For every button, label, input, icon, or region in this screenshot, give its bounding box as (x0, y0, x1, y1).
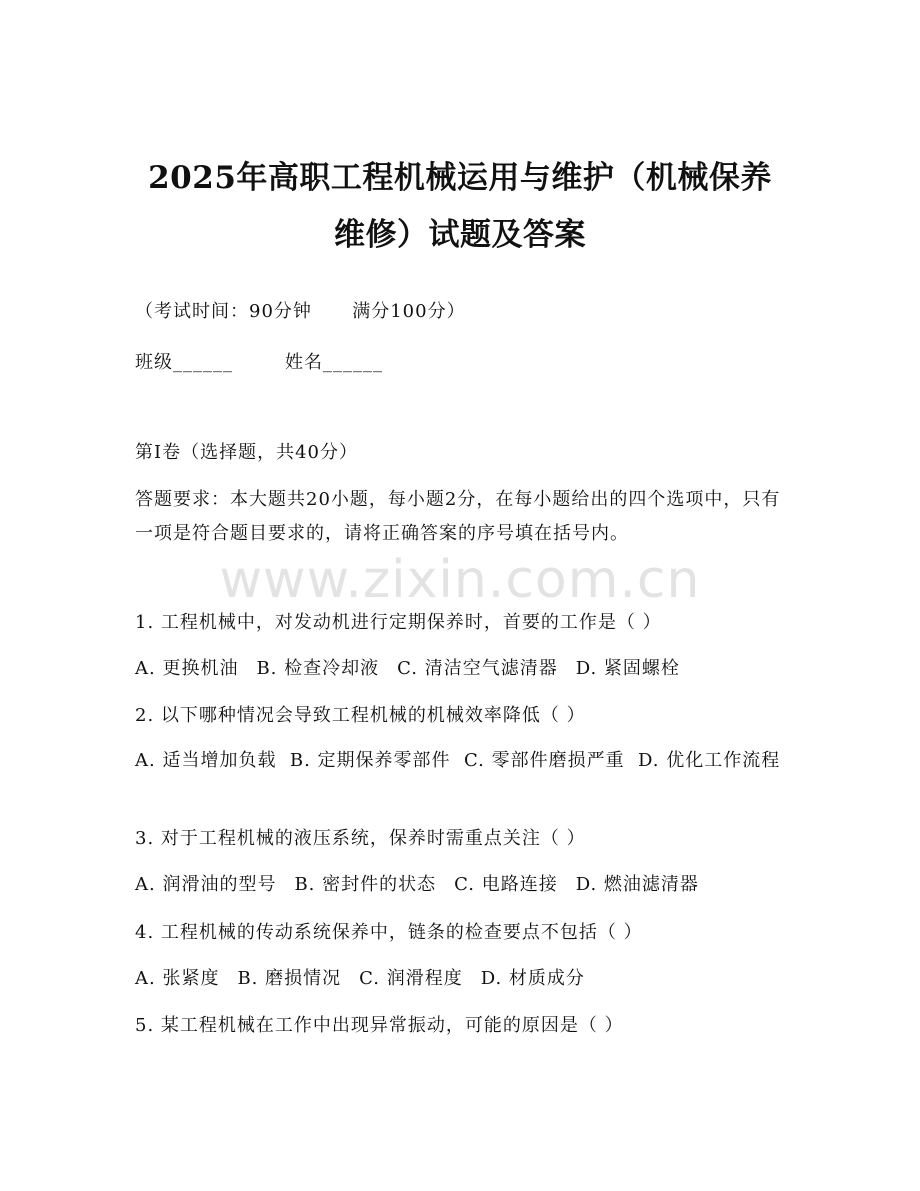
option-b: B. 检查冷却液 (256, 658, 380, 679)
question-stem: 3. 对于工程机械的液压系统，保养时需重点关注（ ） (135, 828, 586, 849)
question-options (135, 868, 785, 902)
watermark-text: www.zixin.com.cn (219, 550, 701, 610)
option-a: A. 张紧度 (135, 968, 220, 989)
document-title (100, 150, 820, 264)
question-3 (135, 822, 785, 902)
question-stem: 1. 工程机械中，对发动机进行定期保养时，首要的工作是（ ） (135, 612, 662, 633)
option-b: B. 磨损情况 (237, 968, 342, 989)
option-c: C. 润滑程度 (359, 968, 463, 989)
option-a: A. 润滑油的型号 (135, 874, 277, 895)
title-line-2: 维修）试题及答案 (334, 217, 586, 253)
question-stem: 5. 某工程机械在工作中出现异常振动，可能的原因是（ ） (135, 1015, 624, 1036)
name-field: 姓名______ (285, 352, 383, 373)
option-c: C. 电路连接 (454, 874, 558, 895)
question-4 (135, 916, 785, 996)
exam-info: （考试时间：90分钟 满分100分） (135, 301, 466, 322)
question-stem: 2. 以下哪种情况会导致工程机械的机械效率降低（ ） (135, 705, 586, 726)
question-1 (135, 606, 785, 686)
option-b: B. 密封件的状态 (294, 874, 437, 895)
option-d: D. 燃油滤清器 (575, 874, 699, 895)
question-options (135, 652, 785, 686)
section-heading: 第I卷（选择题，共40分） (135, 442, 359, 463)
question-stem: 4. 工程机械的传动系统保养中，链条的检查要点不包括（ ） (135, 922, 643, 943)
question-options (135, 962, 785, 996)
option-c: C. 清洁空气滤清器 (397, 658, 558, 679)
class-field: 班级______ (135, 352, 233, 373)
instructions-paragraph: 答题要求：本大题共20小题，每小题2分，在每小题给出的四个选项中，只有一项是符合题目要求的，请将正确答案的序号填在括号内。 (135, 489, 781, 544)
question-2 (135, 699, 785, 776)
option-d: D. 材质成分 (480, 968, 585, 989)
student-info-row (135, 349, 383, 377)
question-5 (135, 1009, 785, 1043)
option-d: D. 紧固螺栓 (575, 658, 680, 679)
option-a: A. 更换机油 (135, 658, 239, 679)
title-line-1: 2025年高职工程机械运用与维护（机械保养 (148, 160, 772, 196)
question-options: A. 适当增加负载 B. 定期保养零部件 C. 零部件磨损严重 D. 优化工作流程 (135, 750, 781, 771)
